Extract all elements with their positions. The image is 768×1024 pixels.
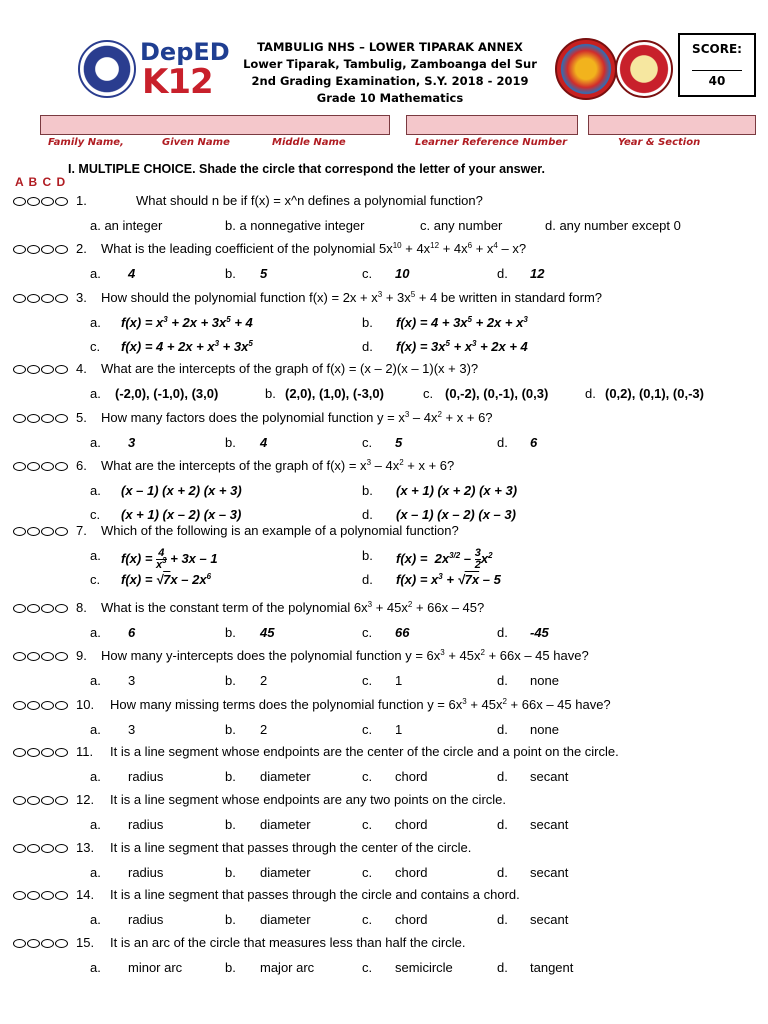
option-answer-a: (-2,0), (-1,0), (3,0) xyxy=(115,386,219,401)
option-letter-c: c. xyxy=(362,625,373,640)
answer-circle-d[interactable] xyxy=(55,462,68,471)
answer-circle-d[interactable] xyxy=(55,796,68,805)
answer-circle-c[interactable] xyxy=(41,844,54,853)
answer-circle-d[interactable] xyxy=(55,604,68,613)
answer-circle-a[interactable] xyxy=(13,294,26,303)
question-text: It is a line segment whose endpoints are any two points on the circle. xyxy=(110,792,506,807)
score-label: SCORE: xyxy=(692,42,742,56)
option-letter-c: c. xyxy=(423,386,434,401)
answer-circle-c[interactable] xyxy=(41,527,54,536)
option-answer-c: 5 xyxy=(395,435,403,450)
answer-circle-b[interactable] xyxy=(27,414,40,423)
option-answer-a: radius xyxy=(128,769,164,784)
school-address: Lower Tiparak, Tambulig, Zamboanga del Sur xyxy=(243,57,537,71)
answer-circle-c[interactable] xyxy=(41,245,54,254)
answer-circle-c[interactable] xyxy=(41,748,54,757)
answer-circle-b[interactable] xyxy=(27,748,40,757)
option-letter-b: b. xyxy=(225,266,236,281)
question-number: 8. xyxy=(76,600,87,615)
answer-circle-d[interactable] xyxy=(55,891,68,900)
answer-circles xyxy=(13,652,68,661)
answer-circle-d[interactable] xyxy=(55,414,68,423)
option-letter-b: b. xyxy=(265,386,276,401)
option-answer-c: 1 xyxy=(395,722,403,737)
answer-circle-a[interactable] xyxy=(13,701,26,710)
option-letter-b: b. xyxy=(225,625,236,640)
answer-circle-d[interactable] xyxy=(55,245,68,254)
answer-circle-d[interactable] xyxy=(55,939,68,948)
option-letter-b: b. xyxy=(225,912,236,927)
answer-circle-c[interactable] xyxy=(41,701,54,710)
option-answer-d: $f(x) = 3x^5 + x^3 + 2x + 4$ xyxy=(396,339,528,354)
answer-circle-d[interactable] xyxy=(55,294,68,303)
option-answer-b: $f(x) = 4 + 3x^5 + 2x + x^3$ xyxy=(396,315,528,330)
option-answer-d: secant xyxy=(530,769,569,784)
answer-circle-b[interactable] xyxy=(27,294,40,303)
k12-logo: K12 xyxy=(142,62,213,102)
option-answer-d: (0,2), (0,1), (0,-3) xyxy=(605,386,704,401)
option-letter-a: a. xyxy=(90,817,101,832)
answer-circle-a[interactable] xyxy=(13,604,26,613)
question-number: 12. xyxy=(76,792,95,807)
option-b: b. a nonnegative integer xyxy=(225,218,365,233)
answer-circles xyxy=(13,527,68,536)
option-answer-a: 6 xyxy=(128,625,136,640)
answer-circles xyxy=(13,891,68,900)
option-letter-d: d. xyxy=(497,722,508,737)
answer-circle-d[interactable] xyxy=(55,365,68,374)
option-answer-c: chord xyxy=(395,769,428,784)
option-letter-a: a. xyxy=(90,769,101,784)
question-text: How many factors does the polynomial function $y = x^3 - 4x^2 + x + 6$? xyxy=(101,410,493,425)
option-answer-c: chord xyxy=(395,912,428,927)
year-section-field[interactable] xyxy=(588,115,756,135)
answer-circles xyxy=(13,414,68,423)
option-letter-a: a. xyxy=(90,865,101,880)
option-letter-a: a. xyxy=(90,722,101,737)
deped-logo: DepED xyxy=(140,38,230,66)
answer-circle-a[interactable] xyxy=(13,245,26,254)
option-letter-d: d. xyxy=(497,769,508,784)
option-letter-c: c. xyxy=(362,266,373,281)
option-letter-c: c. xyxy=(362,817,373,832)
option-answer-c: $f(x) = 4 + 2x + x^3 + 3x^5$ xyxy=(121,339,253,354)
option-letter-c: c. xyxy=(90,572,101,587)
option-answer-a: 3 xyxy=(128,673,136,688)
question-number: 13. xyxy=(76,840,95,855)
answer-circle-a[interactable] xyxy=(13,365,26,374)
option-answer-b: 2 xyxy=(260,722,268,737)
answer-circle-c[interactable] xyxy=(41,891,54,900)
lrn-label: Learner Reference Number xyxy=(415,137,568,148)
score-blank xyxy=(692,64,742,71)
option-letter-b: b. xyxy=(225,960,236,975)
option-letter-c: c. xyxy=(362,769,373,784)
option-letter-b: b. xyxy=(225,865,236,880)
option-answer-a: radius xyxy=(128,817,164,832)
option-letter-b: b. xyxy=(362,483,373,498)
answer-circles xyxy=(13,939,68,948)
option-answer-b: major arc xyxy=(260,960,315,975)
option-answer-d: secant xyxy=(530,912,569,927)
answer-circle-b[interactable] xyxy=(27,891,40,900)
option-answer-b: diameter xyxy=(260,865,311,880)
option-answer-b: diameter xyxy=(260,769,311,784)
option-d: d. any number except 0 xyxy=(545,218,681,233)
answer-circle-a[interactable] xyxy=(13,462,26,471)
option-letter-a: a. xyxy=(90,386,101,401)
question-text: What are the intercepts of the graph of $f(x) = x^3 - 4x^2 + x + 6$? xyxy=(101,458,455,473)
option-letter-d: d. xyxy=(585,386,596,401)
answer-circles xyxy=(13,294,68,303)
option-letter-b: b. xyxy=(225,817,236,832)
answer-circle-b[interactable] xyxy=(27,462,40,471)
option-answer-a: 4 xyxy=(128,266,136,281)
option-answer-a: radius xyxy=(128,865,164,880)
option-letter-b: b. xyxy=(225,435,236,450)
option-answer-d: (x – 1) (x – 2) (x – 3) xyxy=(396,507,516,522)
answer-circle-a[interactable] xyxy=(13,197,26,206)
answer-circle-a[interactable] xyxy=(13,796,26,805)
option-letter-c: c. xyxy=(90,339,101,354)
question-number: 10. xyxy=(76,697,95,712)
option-answer-c: (x + 1) (x – 2) (x – 3) xyxy=(121,507,242,522)
answer-circle-c[interactable] xyxy=(41,197,54,206)
option-answer-a: minor arc xyxy=(128,960,183,975)
question-text: It is a line segment that passes through the center of the circle. xyxy=(110,840,472,855)
option-answer-a: (x – 1) (x + 2) (x + 3) xyxy=(121,483,242,498)
answer-circle-c[interactable] xyxy=(41,939,54,948)
answer-circle-d[interactable] xyxy=(55,197,68,206)
deped-seal-logo xyxy=(78,40,136,98)
option-letter-d: d. xyxy=(497,625,508,640)
option-answer-b: 45 xyxy=(260,625,275,640)
option-letter-a: a. xyxy=(90,483,101,498)
option-answer-c: chord xyxy=(395,817,428,832)
instructions-title: I. MULTIPLE CHOICE. Shade the circle that correspond the letter of your answer. xyxy=(68,162,545,176)
option-answer-c: 1 xyxy=(395,673,403,688)
question-number: 9. xyxy=(76,648,87,663)
answer-circle-d[interactable] xyxy=(55,527,68,536)
answer-circle-b[interactable] xyxy=(27,652,40,661)
option-answer-d: secant xyxy=(530,865,569,880)
option-letter-c: c. xyxy=(90,507,101,522)
subject-title: Grade 10 Mathematics xyxy=(316,91,464,105)
option-letter-a: a. xyxy=(90,673,101,688)
option-letter-d: d. xyxy=(497,912,508,927)
answer-circles xyxy=(13,701,68,710)
question-text: How many missing terms does the polynomial function $y = 6x^3 + 45x^2 + 66x - 45$ have? xyxy=(110,697,611,712)
question-text: Which of the following is an example of a polynomial function? xyxy=(101,523,459,538)
given-name-label: Given Name xyxy=(162,137,230,148)
question-text: How many y-intercepts does the polynomial function $y = 6x^3 + 45x^2 + 66x - 45$ have? xyxy=(101,648,589,663)
answer-circle-c[interactable] xyxy=(41,604,54,613)
option-answer-a: f(x) = $\frac{4}{x^3}$ + 3x – 1 xyxy=(121,547,218,571)
answer-circle-a[interactable] xyxy=(13,748,26,757)
question-text: It is a line segment whose endpoints are the center of the circle and a point on the circle. xyxy=(110,744,619,759)
answer-circles xyxy=(13,796,68,805)
option-answer-b: diameter xyxy=(260,912,311,927)
answer-circle-b[interactable] xyxy=(27,939,40,948)
answer-circle-c[interactable] xyxy=(41,365,54,374)
option-a: a. an integer xyxy=(90,218,163,233)
question-number: 4. xyxy=(76,361,87,376)
answer-circles xyxy=(13,462,68,471)
option-letter-d: d. xyxy=(497,817,508,832)
year-section-label: Year & Section xyxy=(618,137,701,148)
answer-circle-b[interactable] xyxy=(27,796,40,805)
option-answer-d: 6 xyxy=(530,435,538,450)
name-field[interactable] xyxy=(40,115,390,135)
question-number: 5. xyxy=(76,410,87,425)
answer-circle-b[interactable] xyxy=(27,197,40,206)
question-number: 1. xyxy=(76,193,87,208)
question-number: 7. xyxy=(76,523,87,538)
option-answer-b: 4 xyxy=(260,435,268,450)
option-letter-a: a. xyxy=(90,315,101,330)
school-seal-logo xyxy=(615,40,673,98)
answer-circle-d[interactable] xyxy=(55,844,68,853)
answer-circle-b[interactable] xyxy=(27,365,40,374)
option-letter-c: c. xyxy=(362,865,373,880)
option-answer-c: $f(x) = √7x - 2x^6$ xyxy=(121,572,212,587)
question-text: What is the constant term of the polynomial $6x^3 + 45x^2 + 66x - 45$? xyxy=(101,600,485,615)
option-letter-a: a. xyxy=(90,548,101,563)
option-answer-c: 66 xyxy=(395,625,410,640)
answer-circle-a[interactable] xyxy=(13,939,26,948)
option-letter-b: b. xyxy=(225,722,236,737)
question-text: It is a line segment that passes through the circle and contains a chord. xyxy=(110,887,520,902)
option-letter-c: c. xyxy=(362,722,373,737)
score-total: 40 xyxy=(708,74,726,88)
question-number: 14. xyxy=(76,887,95,902)
question-number: 11. xyxy=(76,744,94,759)
option-answer-c: 10 xyxy=(395,266,410,281)
question-text: How should the polynomial function $f(x) = 2x + x^3 + 3x^5 + 4$ be written in standard form? xyxy=(101,290,603,305)
option-answer-d: secant xyxy=(530,817,569,832)
option-answer-d: 12 xyxy=(530,266,545,281)
answer-circle-d[interactable] xyxy=(55,701,68,710)
option-letter-a: a. xyxy=(90,435,101,450)
option-answer-b: (2,0), (1,0), (-3,0) xyxy=(285,386,384,401)
option-answer-c: (0,-2), (0,-1), (0,3) xyxy=(445,386,549,401)
option-letter-a: a. xyxy=(90,960,101,975)
answer-circle-a[interactable] xyxy=(13,844,26,853)
option-letter-d: d. xyxy=(497,435,508,450)
question-text: What are the intercepts of the graph of f(x) = (x – 2)(x – 1)(x + 3)? xyxy=(101,361,479,376)
question-text: It is an arc of the circle that measures less than half the circle. xyxy=(110,935,466,950)
answer-circle-b[interactable] xyxy=(27,844,40,853)
option-answer-b: $f(x) = 2x^{3/2}$ – $\frac{3}{2}$ $x^2$ xyxy=(396,547,493,571)
answer-circle-c[interactable] xyxy=(41,294,54,303)
option-letter-b: b. xyxy=(362,315,373,330)
option-answer-b: (x + 1) (x + 2) (x + 3) xyxy=(396,483,518,498)
lrn-field[interactable] xyxy=(406,115,578,135)
option-letter-d: d. xyxy=(497,865,508,880)
question-number: 3. xyxy=(76,290,87,305)
answer-circles xyxy=(13,197,68,206)
option-answer-a: radius xyxy=(128,912,164,927)
answer-circles xyxy=(13,748,68,757)
option-letter-b: b. xyxy=(225,769,236,784)
family-name-label: Family Name, xyxy=(48,137,124,148)
answer-circle-c[interactable] xyxy=(41,652,54,661)
option-letter-b: b. xyxy=(362,548,373,563)
answer-circle-b[interactable] xyxy=(27,604,40,613)
option-answer-d: $f(x) = x^3 + √7x - 5$ xyxy=(396,572,501,587)
option-answer-d: none xyxy=(530,722,559,737)
answer-circles xyxy=(13,365,68,374)
option-letter-c: c. xyxy=(362,960,373,975)
option-answer-a: $f(x) = x^3 + 2x + 3x^5 + 4$ xyxy=(121,315,253,330)
answer-circle-a[interactable] xyxy=(13,527,26,536)
option-letter-a: a. xyxy=(90,625,101,640)
answer-letters: A B C D xyxy=(15,175,67,189)
answer-circle-c[interactable] xyxy=(41,796,54,805)
answer-circle-b[interactable] xyxy=(27,527,40,536)
answer-circles xyxy=(13,245,68,254)
answer-circle-a[interactable] xyxy=(13,891,26,900)
option-answer-c: chord xyxy=(395,865,428,880)
question-number: 15. xyxy=(76,935,95,950)
answer-circles xyxy=(13,604,68,613)
option-letter-d: d. xyxy=(362,339,373,354)
score-box xyxy=(678,33,756,97)
question-text: What is the leading coefficient of the polynomial $5x^{10} + 4x^{12} + 4x^6 + x^4 - x$? xyxy=(101,241,527,256)
option-letter-c: c. xyxy=(362,912,373,927)
option-answer-b: 2 xyxy=(260,673,268,688)
answer-circles xyxy=(13,844,68,853)
answer-circle-b[interactable] xyxy=(27,245,40,254)
option-letter-d: d. xyxy=(497,673,508,688)
option-letter-d: d. xyxy=(362,507,373,522)
option-answer-d: none xyxy=(530,673,559,688)
question-text: What should n be if f(x) = x^n defines a polynomial function? xyxy=(136,193,483,208)
question-number: 2. xyxy=(76,241,87,256)
option-answer-b: diameter xyxy=(260,817,311,832)
option-letter-d: d. xyxy=(497,266,508,281)
option-c: c. any number xyxy=(420,218,503,233)
exam-title: 2nd Grading Examination, S.Y. 2018 - 2019 xyxy=(251,74,529,88)
middle-name-label: Middle Name xyxy=(272,137,346,148)
option-answer-b: 5 xyxy=(260,266,268,281)
option-answer-d: -45 xyxy=(530,625,549,640)
option-letter-d: d. xyxy=(362,572,373,587)
answer-circle-c[interactable] xyxy=(41,414,54,423)
option-letter-c: c. xyxy=(362,435,373,450)
answer-circle-a[interactable] xyxy=(13,414,26,423)
option-letter-a: a. xyxy=(90,912,101,927)
answer-circle-b[interactable] xyxy=(27,701,40,710)
option-answer-d: tangent xyxy=(530,960,574,975)
option-answer-a: 3 xyxy=(128,435,136,450)
answer-circle-d[interactable] xyxy=(55,748,68,757)
school-name: TAMBULIG NHS – LOWER TIPARAK ANNEX xyxy=(257,40,523,54)
option-answer-a: 3 xyxy=(128,722,136,737)
option-letter-c: c. xyxy=(362,673,373,688)
answer-circle-c[interactable] xyxy=(41,462,54,471)
question-number: 6. xyxy=(76,458,87,473)
option-letter-d: d. xyxy=(497,960,508,975)
option-answer-c: semicircle xyxy=(395,960,453,975)
option-letter-b: b. xyxy=(225,673,236,688)
answer-circle-d[interactable] xyxy=(55,652,68,661)
option-letter-a: a. xyxy=(90,266,101,281)
answer-circle-a[interactable] xyxy=(13,652,26,661)
